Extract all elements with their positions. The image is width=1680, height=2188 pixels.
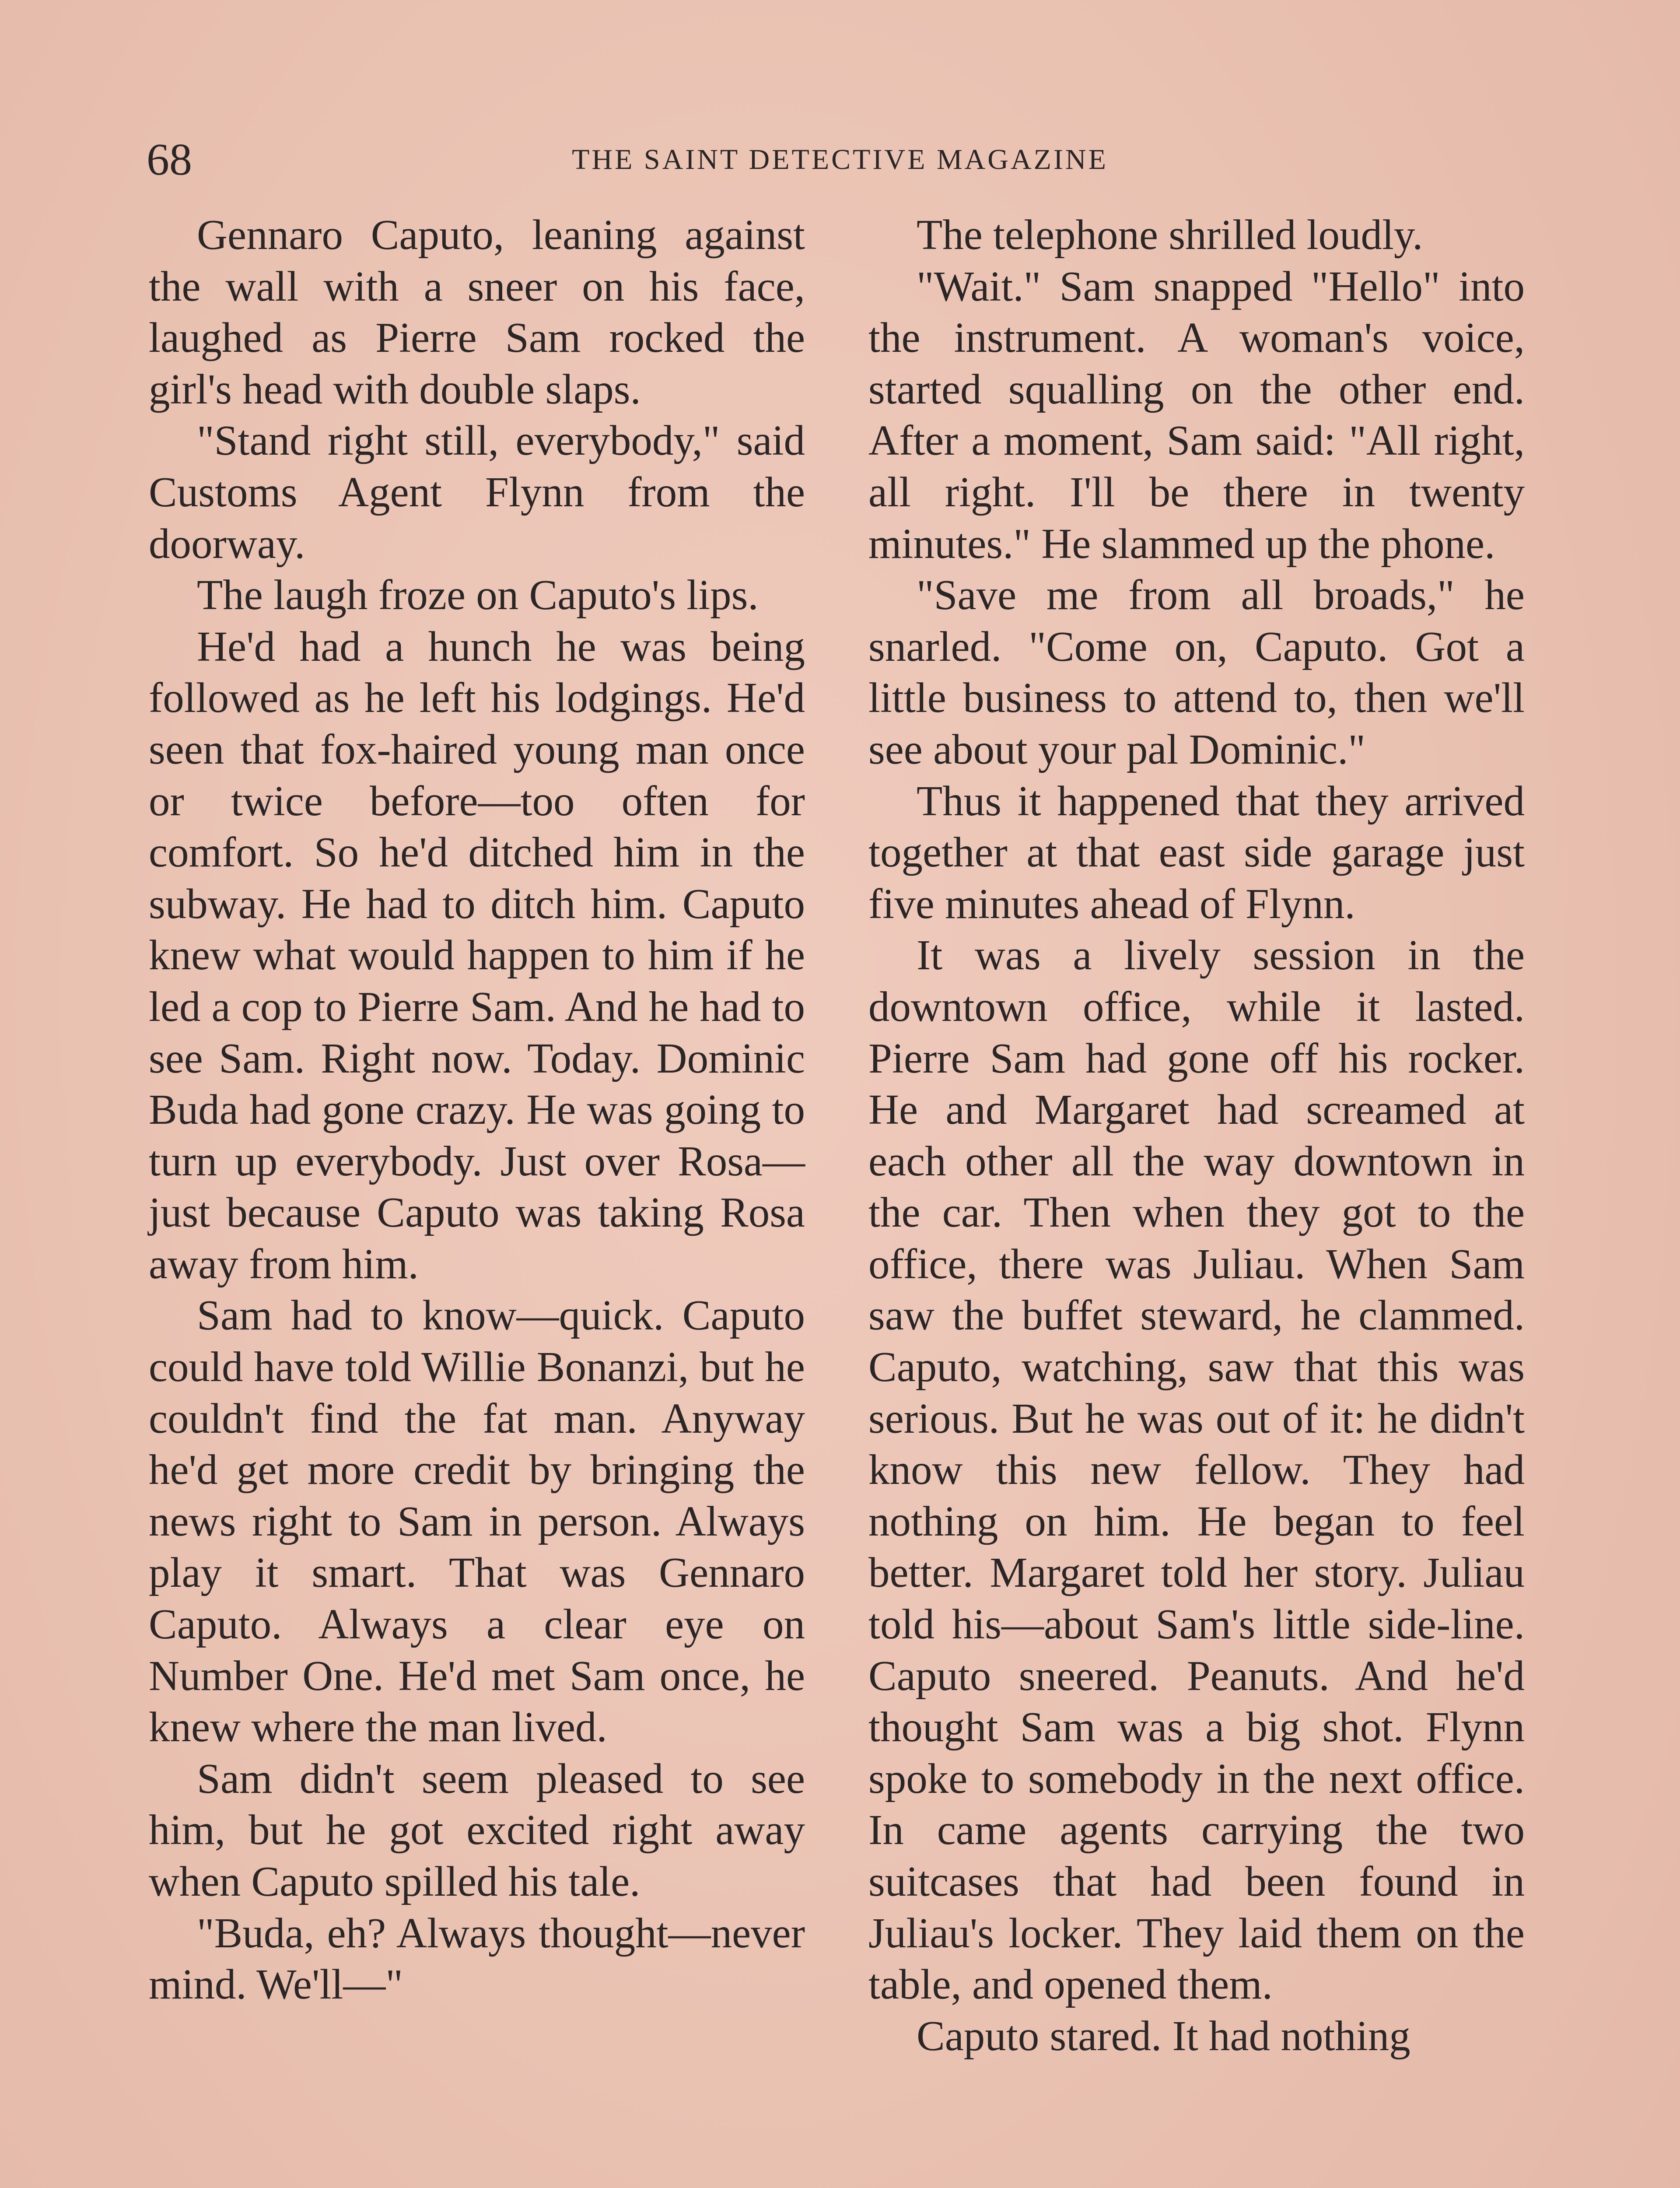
paragraph: "Stand right still, everybody," said Customs Agent Flynn from the doorway. (149, 417, 805, 567)
paragraph: "Wait." Sam snapped "Hello" into the instrument. A woman's voice, started squalling on the other end. After a moment, Sam said: "All right, all right. I'll be there in twenty minutes." He slammed up the phone. (868, 263, 1525, 567)
paragraph: "Save me from all broads," he snarled. "Come on, Caputo. Got a little business to attend to, then we'll see about your pal Dominic." (868, 572, 1525, 773)
running-head: THE SAINT DETECTIVE MAGAZINE (572, 144, 1108, 175)
page-number: 68 (147, 134, 192, 185)
paragraph: The telephone shrilled loudly. (917, 211, 1423, 258)
paragraph: Sam didn't seem pleased to see him, but he got excited right away when Caputo spilled his tale. (149, 1755, 805, 1905)
paragraph: The laugh froze on Caputo's lips. (197, 572, 759, 619)
paragraph: Sam had to know—quick. Caputo could have told Willie Bonanzi, but he couldn't find the fat man. Anyway he'd get more credit by bringing the news right to Sam in person. Always play it smart. That was Gennaro Caputo. Always a clear eye on Number One. He'd met Sam once, he knew where the man lived. (149, 1292, 805, 1751)
paragraph: He'd had a hunch he was being followed as he left his lodgings. He'd seen that fox-haired young man once or twice before—too often for comfort. So he'd ditched him in the subway. He had to ditch him. Caputo knew what would happen to him if he led a cop to Pierre Sam. And he had to see Sam. Right now. Today. Dominic Buda had gone crazy. He was going to turn up everybody. Just over Rosa—just because Caputo was taking Rosa away from him. (149, 623, 805, 1287)
paragraph: It was a lively session in the downtown office, while it lasted. Pierre Sam had gone off his rocker. He and Margaret had screamed at each other all the way downtown in the car. Then when they got to the office, there was Juliau. When Sam saw the buffet steward, he clammed. Caputo, watching, saw that this was serious. But he was out of it: he didn't know this new fellow. They had nothing on him. He began to feel better. Margaret told her story. Juliau told his—about Sam's little side-line. Caputo sneered. Peanuts. And he'd thought Sam was a big shot. Flynn spoke to somebody in the next office. In came agents carrying the two suitcases that had been found in Juliau's locker. They laid them on the table, and opened them. (868, 932, 1525, 2008)
paragraph: "Buda, eh? Always thought—never mind. We'll—" (149, 1909, 805, 2008)
paragraph: Thus it happened that they arrived together at that east side garage just five minutes ahead of Flynn. (868, 777, 1525, 927)
paragraph: Gennaro Caputo, leaning against the wall with a sneer on his face, laughed as Pierre Sam rocked the girl's head with double slaps. (149, 211, 805, 413)
page-header (147, 131, 1533, 188)
right-column (868, 209, 1525, 2062)
left-column (149, 209, 805, 2010)
paragraph: Caputo stared. It had nothing (917, 2012, 1410, 2059)
